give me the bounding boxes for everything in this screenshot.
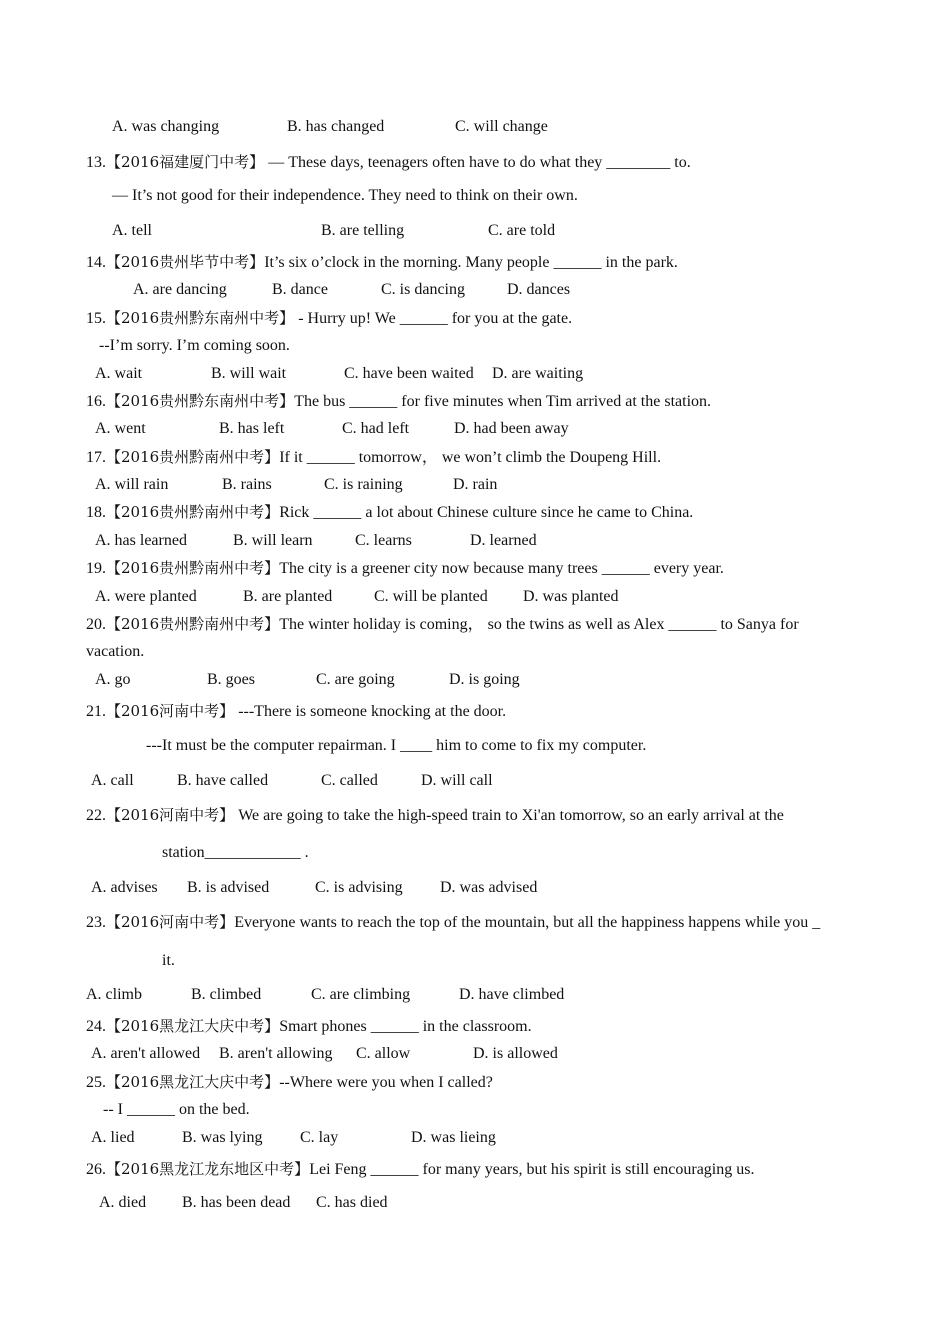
question-23-line2: it.	[162, 952, 175, 969]
question-source: 【2016贵州毕节中考】	[106, 253, 265, 271]
q22-option-b: B. is advised	[187, 879, 270, 896]
question-stem: - Hurry up! We ______ for you at the gate.	[294, 310, 573, 327]
question-20-line2: vacation.	[86, 643, 145, 660]
q15-option-c: C. have been waited	[344, 365, 474, 382]
q22-option-c: C. is advising	[315, 879, 403, 896]
q23-option-c: C. are climbing	[311, 986, 411, 1003]
question-number: 15.	[86, 310, 106, 327]
q14-option-c: C. is dancing	[381, 281, 465, 298]
question-source: 【2016贵州黔南州中考】	[106, 559, 280, 577]
q24-option-d: D. is allowed	[473, 1045, 558, 1062]
question-22-line2: station____________ .	[162, 844, 309, 861]
question-source: 【2016贵州黔南州中考】	[106, 448, 280, 466]
q25-option-a: A. lied	[91, 1129, 135, 1146]
q12-option-b: B. has changed	[287, 118, 385, 135]
question-number: 14.	[86, 254, 106, 271]
question-number: 17.	[86, 449, 106, 466]
question-stem: The city is a greener city now because many trees ______ every year.	[279, 560, 724, 577]
q26-option-a: A. died	[99, 1194, 147, 1211]
question-number: 22.	[86, 807, 106, 824]
q21-option-c: C. called	[321, 772, 378, 789]
q25-option-c: C. lay	[300, 1129, 339, 1146]
q17-option-a: A. will rain	[95, 476, 169, 493]
question-stem: Everyone wants to reach the top of the mountain, but all the happiness happens while you _	[234, 914, 821, 931]
q21-option-b: B. have called	[177, 772, 269, 789]
question-number: 20.	[86, 616, 106, 633]
q22-option-d: D. was advised	[440, 879, 538, 896]
question-source: 【2016贵州黔南州中考】	[106, 503, 280, 521]
q19-option-d: D. was planted	[523, 588, 619, 605]
question-stem: ---There is someone knocking at the door.	[234, 703, 507, 720]
q16-option-a: A. went	[95, 420, 146, 437]
question-13-line2: — It’s not good for their independence. They need to think on their own.	[112, 187, 578, 204]
q17-option-c: C. is raining	[324, 476, 403, 493]
q18-option-a: A. has learned	[95, 532, 187, 549]
question-22	[86, 805, 784, 826]
q12-option-a: A. was changing	[112, 118, 220, 135]
q19-option-a: A. were planted	[95, 588, 197, 605]
q15-option-a: A. wait	[95, 365, 143, 382]
question-number: 23.	[86, 914, 106, 931]
question-18	[86, 502, 693, 523]
question-source: 【2016河南中考】	[106, 806, 235, 824]
q14-option-d: D. dances	[507, 281, 571, 298]
q13-option-a: A. tell	[112, 222, 152, 239]
question-stem: — These days, teenagers often have to do what they ________ to.	[264, 154, 691, 171]
question-23	[86, 912, 820, 933]
question-source: 【2016贵州黔南州中考】	[106, 615, 280, 633]
question-stem: It’s six o’clock in the morning. Many people ______ in the park.	[264, 254, 678, 271]
question-source: 【2016河南中考】	[106, 913, 235, 931]
question-15-line2: --I’m sorry. I’m coming soon.	[99, 337, 290, 354]
question-source: 【2016黑龙江大庆中考】	[106, 1017, 280, 1035]
q23-option-d: D. have climbed	[459, 986, 565, 1003]
question-number: 24.	[86, 1018, 106, 1035]
question-stem: We are going to take the high-speed train to Xi'an tomorrow, so an early arrival at the	[234, 807, 784, 824]
question-25-line2: -- I ______ on the bed.	[103, 1101, 250, 1118]
question-stem: Smart phones ______ in the classroom.	[279, 1018, 532, 1035]
q26-option-b: B. has been dead	[182, 1194, 291, 1211]
question-16	[86, 391, 711, 412]
question-19	[86, 558, 724, 579]
question-number: 25.	[86, 1074, 106, 1091]
q20-option-d: D. is going	[449, 671, 520, 688]
question-source: 【2016黑龙江大庆中考】	[106, 1073, 280, 1091]
q13-option-c: C. are told	[488, 222, 556, 239]
q25-option-b: B. was lying	[182, 1129, 263, 1146]
question-number: 21.	[86, 703, 106, 720]
question-number: 16.	[86, 393, 106, 410]
question-source: 【2016贵州黔东南州中考】	[106, 309, 295, 327]
q14-option-a: A. are dancing	[133, 281, 227, 298]
q13-option-b: B. are telling	[321, 222, 405, 239]
question-25	[86, 1072, 493, 1093]
question-21-line2: ---It must be the computer repairman. I ____ him to come to fix my computer.	[146, 737, 647, 754]
question-stem: The winter holiday is coming， so the twins as well as Alex ______ to Sanya for	[279, 616, 799, 633]
q23-option-b: B. climbed	[191, 986, 262, 1003]
q16-option-b: B. has left	[219, 420, 285, 437]
question-13	[86, 152, 691, 173]
question-24	[86, 1016, 532, 1037]
q21-option-d: D. will call	[421, 772, 493, 789]
question-20	[86, 614, 799, 635]
q15-option-d: D. are waiting	[492, 365, 584, 382]
q17-option-b: B. rains	[222, 476, 272, 493]
q20-option-a: A. go	[95, 671, 131, 688]
question-number: 18.	[86, 504, 106, 521]
question-number: 26.	[86, 1161, 106, 1178]
question-source: 【2016福建厦门中考】	[106, 153, 265, 171]
q12-option-c: C. will change	[455, 118, 548, 135]
question-number: 19.	[86, 560, 106, 577]
q25-option-d: D. was lieing	[411, 1129, 496, 1146]
q20-option-c: C. are going	[316, 671, 395, 688]
q24-option-b: B. aren't allowing	[219, 1045, 333, 1062]
q22-option-a: A. advises	[91, 879, 158, 896]
question-17	[86, 447, 661, 468]
q18-option-d: D. learned	[470, 532, 537, 549]
question-26	[86, 1159, 754, 1180]
q19-option-c: C. will be planted	[374, 588, 488, 605]
question-stem: Rick ______ a lot about Chinese culture since he came to China.	[279, 504, 694, 521]
q16-option-c: C. had left	[342, 420, 410, 437]
question-15	[86, 308, 572, 329]
question-14	[86, 252, 678, 273]
question-stem: If it ______ tomorrow， we won’t climb the Doupeng Hill.	[279, 449, 662, 466]
q23-option-a: A. climb	[86, 986, 142, 1003]
question-source: 【2016河南中考】	[106, 702, 235, 720]
q18-option-c: C. learns	[355, 532, 412, 549]
q15-option-b: B. will wait	[211, 365, 287, 382]
q24-option-a: A. aren't allowed	[91, 1045, 201, 1062]
q17-option-d: D. rain	[453, 476, 498, 493]
q26-option-c: C. has died	[316, 1194, 388, 1211]
question-stem: Lei Feng ______ for many years, but his spirit is still encouraging us.	[309, 1161, 755, 1178]
question-source: 【2016黑龙江龙东地区中考】	[106, 1160, 310, 1178]
q24-option-c: C. allow	[356, 1045, 411, 1062]
q18-option-b: B. will learn	[233, 532, 313, 549]
question-source: 【2016贵州黔东南州中考】	[106, 392, 295, 410]
question-stem: The bus ______ for five minutes when Tim arrived at the station.	[294, 393, 712, 410]
q14-option-b: B. dance	[272, 281, 328, 298]
q19-option-b: B. are planted	[243, 588, 333, 605]
question-21	[86, 701, 506, 722]
q16-option-d: D. had been away	[454, 420, 569, 437]
q21-option-a: A. call	[91, 772, 134, 789]
question-number: 13.	[86, 154, 106, 171]
q20-option-b: B. goes	[207, 671, 255, 688]
question-stem: --Where were you when I called?	[279, 1074, 493, 1091]
